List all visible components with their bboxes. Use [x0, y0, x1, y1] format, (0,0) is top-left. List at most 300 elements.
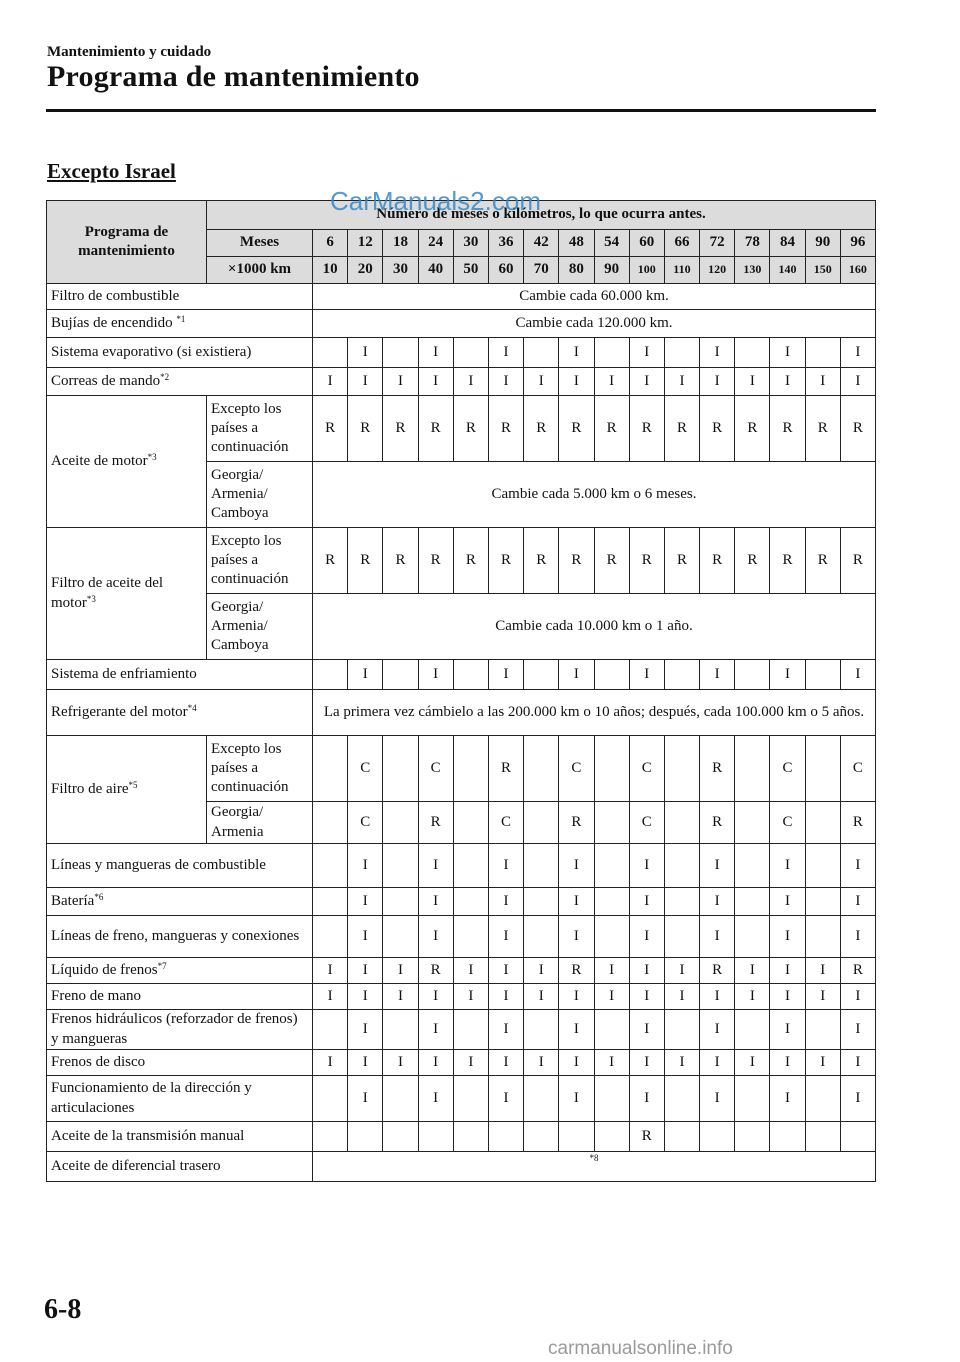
- table-row: [47, 958, 876, 984]
- schedule-cell: I: [770, 984, 805, 1010]
- schedule-cell: [594, 1010, 629, 1050]
- schedule-cell: R: [348, 396, 383, 462]
- maintenance-item-label: Aceite de la transmisión manual: [51, 1127, 245, 1144]
- schedule-cell: [524, 1010, 559, 1050]
- schedule-cell: I: [700, 660, 735, 690]
- schedule-cell: [453, 916, 488, 958]
- maintenance-item: [47, 844, 313, 888]
- schedule-cell: I: [770, 1076, 805, 1122]
- schedule-cell: I: [770, 958, 805, 984]
- month-header-cell: 96: [840, 230, 875, 257]
- schedule-cell: I: [524, 1050, 559, 1076]
- schedule-cell: I: [700, 916, 735, 958]
- schedule-cell: [735, 1076, 770, 1122]
- schedule-cell: I: [488, 958, 523, 984]
- schedule-cell: I: [418, 1050, 453, 1076]
- schedule-cell: I: [700, 1050, 735, 1076]
- schedule-cell: R: [488, 528, 523, 594]
- schedule-cell: I: [348, 1050, 383, 1076]
- schedule-cell: I: [840, 338, 875, 368]
- schedule-cell: I: [383, 1050, 418, 1076]
- schedule-cell: I: [488, 368, 523, 396]
- schedule-cell: [735, 844, 770, 888]
- schedule-cell: I: [559, 984, 594, 1010]
- schedule-cell: [524, 844, 559, 888]
- schedule-cell: I: [383, 984, 418, 1010]
- schedule-cell: I: [700, 844, 735, 888]
- schedule-cell: I: [700, 1076, 735, 1122]
- schedule-cell: I: [348, 888, 383, 916]
- schedule-cell: R: [488, 736, 523, 802]
- schedule-cell: I: [524, 368, 559, 396]
- schedule-cell: I: [629, 888, 664, 916]
- schedule-cell: I: [664, 984, 699, 1010]
- schedule-cell: I: [840, 888, 875, 916]
- schedule-cell: I: [524, 958, 559, 984]
- km-header-cell: 10: [313, 257, 348, 284]
- schedule-cell: C: [840, 736, 875, 802]
- schedule-cell: I: [488, 338, 523, 368]
- schedule-cell: [805, 888, 840, 916]
- schedule-cell: R: [629, 1122, 664, 1152]
- schedule-cell: I: [700, 888, 735, 916]
- maintenance-item-label: Líneas y mangueras de combustible: [51, 856, 266, 873]
- schedule-cell: [559, 1122, 594, 1152]
- schedule-cell: R: [594, 396, 629, 462]
- schedule-cell: [805, 660, 840, 690]
- schedule-cell: I: [559, 1010, 594, 1050]
- schedule-cell: [383, 844, 418, 888]
- schedule-cell: [488, 1122, 523, 1152]
- schedule-cell: I: [348, 1076, 383, 1122]
- schedule-cell: [383, 736, 418, 802]
- month-header-cell: 42: [524, 230, 559, 257]
- schedule-cell: R: [524, 396, 559, 462]
- schedule-cell: R: [383, 528, 418, 594]
- schedule-cell: R: [735, 396, 770, 462]
- schedule-cell: [313, 338, 348, 368]
- schedule-cell: I: [664, 1050, 699, 1076]
- schedule-cell: [735, 1010, 770, 1050]
- schedule-cell: [770, 1122, 805, 1152]
- month-header-cell: 48: [559, 230, 594, 257]
- schedule-cell: I: [348, 916, 383, 958]
- interval-note: Cambie cada 10.000 km o 1 año.: [313, 594, 876, 660]
- schedule-cell: [594, 802, 629, 844]
- schedule-cell: I: [559, 1050, 594, 1076]
- schedule-cell: [313, 1076, 348, 1122]
- interval-note: La primera vez cámbielo a las 200.000 km o 10 años; después, cada 100.000 km o 5 años.: [313, 690, 876, 736]
- schedule-cell: I: [629, 338, 664, 368]
- schedule-cell: R: [700, 802, 735, 844]
- table-row: [47, 1152, 876, 1182]
- country-condition: Excepto los países a continuación: [207, 736, 313, 802]
- schedule-cell: [383, 802, 418, 844]
- maintenance-item-label: Frenos de disco: [51, 1053, 146, 1070]
- maintenance-item: [47, 984, 313, 1010]
- schedule-cell: I: [559, 916, 594, 958]
- footnote-marker: *6: [94, 891, 104, 902]
- footnote-marker: *4: [187, 702, 197, 713]
- schedule-cell: R: [840, 396, 875, 462]
- schedule-cell: I: [348, 984, 383, 1010]
- page-title: Programa de mantenimiento: [47, 60, 420, 93]
- table-row: [47, 396, 876, 462]
- schedule-cell: [664, 844, 699, 888]
- schedule-cell: I: [840, 660, 875, 690]
- footnote-marker: *1: [176, 313, 186, 324]
- maintenance-item: [47, 1152, 313, 1182]
- table-row: [47, 310, 876, 338]
- table-row: [47, 1122, 876, 1152]
- schedule-cell: I: [805, 984, 840, 1010]
- schedule-cell: [664, 888, 699, 916]
- schedule-cell: R: [313, 396, 348, 462]
- table-row: [47, 528, 876, 594]
- km-header-cell: 20: [348, 257, 383, 284]
- maintenance-item-label: Bujías de encendido: [51, 314, 177, 331]
- schedule-cell: I: [453, 958, 488, 984]
- schedule-cell: [453, 338, 488, 368]
- schedule-cell: [313, 1122, 348, 1152]
- schedule-cell: I: [383, 958, 418, 984]
- schedule-cell: [383, 1122, 418, 1152]
- title-divider: [46, 109, 876, 112]
- schedule-cell: I: [840, 1050, 875, 1076]
- schedule-cell: [524, 888, 559, 916]
- schedule-cell: I: [840, 1076, 875, 1122]
- schedule-cell: R: [348, 528, 383, 594]
- maintenance-item: [47, 368, 313, 396]
- schedule-cell: [383, 1076, 418, 1122]
- km-header-cell: 90: [594, 257, 629, 284]
- schedule-cell: [313, 736, 348, 802]
- month-header-cell: 84: [770, 230, 805, 257]
- schedule-cell: I: [735, 368, 770, 396]
- watermark-footer: carmanualsonline.info: [548, 1338, 733, 1359]
- schedule-cell: I: [840, 844, 875, 888]
- km-header-cell: 70: [524, 257, 559, 284]
- schedule-cell: R: [418, 802, 453, 844]
- schedule-cell: I: [488, 1010, 523, 1050]
- maintenance-item: [47, 690, 313, 736]
- schedule-cell: [664, 1010, 699, 1050]
- footnote-marker: *3: [86, 593, 96, 604]
- maintenance-item-label: Frenos hidráulicos (reforzador de frenos) y mangueras: [51, 1011, 298, 1047]
- maintenance-item: [47, 958, 313, 984]
- schedule-cell: R: [700, 736, 735, 802]
- schedule-cell: [524, 802, 559, 844]
- km-header-cell: 80: [559, 257, 594, 284]
- schedule-cell: [383, 888, 418, 916]
- schedule-cell: [383, 916, 418, 958]
- schedule-cell: [313, 916, 348, 958]
- schedule-cell: I: [629, 984, 664, 1010]
- maintenance-item: [47, 736, 207, 844]
- schedule-cell: I: [594, 958, 629, 984]
- country-condition: Excepto los países a continuación: [207, 396, 313, 462]
- schedule-cell: [664, 802, 699, 844]
- schedule-cell: I: [418, 888, 453, 916]
- month-header-cell: 72: [700, 230, 735, 257]
- schedule-cell: [735, 1122, 770, 1152]
- schedule-cell: [453, 736, 488, 802]
- schedule-cell: [594, 1076, 629, 1122]
- schedule-cell: I: [418, 368, 453, 396]
- schedule-cell: R: [559, 958, 594, 984]
- maintenance-schedule-table: [46, 200, 876, 1182]
- schedule-cell: R: [664, 396, 699, 462]
- maintenance-item-label: Líquido de frenos: [51, 961, 158, 978]
- schedule-cell: R: [805, 528, 840, 594]
- country-condition: Georgia/ Armenia/ Camboya: [207, 462, 313, 528]
- schedule-cell: I: [805, 1050, 840, 1076]
- schedule-cell: R: [488, 396, 523, 462]
- schedule-cell: I: [488, 1050, 523, 1076]
- km-header-cell: 60: [488, 257, 523, 284]
- schedule-cell: I: [348, 660, 383, 690]
- schedule-cell: I: [629, 844, 664, 888]
- schedule-cell: [805, 1010, 840, 1050]
- schedule-cell: I: [488, 984, 523, 1010]
- schedule-cell: I: [559, 888, 594, 916]
- maintenance-item-label: Freno de mano: [51, 987, 141, 1004]
- schedule-cell: R: [664, 528, 699, 594]
- schedule-cell: [594, 916, 629, 958]
- schedule-cell: [524, 1076, 559, 1122]
- schedule-cell: I: [805, 368, 840, 396]
- month-header-cell: 90: [805, 230, 840, 257]
- schedule-header: Programa de mantenimiento: [47, 201, 207, 284]
- schedule-cell: I: [348, 958, 383, 984]
- schedule-cell: [594, 660, 629, 690]
- schedule-cell: R: [770, 396, 805, 462]
- schedule-cell: R: [629, 528, 664, 594]
- km-header-cell: 50: [453, 257, 488, 284]
- schedule-cell: I: [488, 844, 523, 888]
- table-row: [47, 284, 876, 310]
- maintenance-item: [47, 1122, 313, 1152]
- schedule-cell: R: [629, 396, 664, 462]
- month-header-cell: 12: [348, 230, 383, 257]
- schedule-cell: I: [559, 368, 594, 396]
- schedule-cell: I: [594, 984, 629, 1010]
- table-row: [47, 984, 876, 1010]
- schedule-cell: [664, 338, 699, 368]
- schedule-cell: R: [594, 528, 629, 594]
- schedule-cell: R: [840, 958, 875, 984]
- footnote-marker: *5: [128, 779, 138, 790]
- schedule-cell: I: [629, 958, 664, 984]
- schedule-cell: I: [488, 916, 523, 958]
- schedule-cell: [594, 844, 629, 888]
- schedule-cell: I: [700, 368, 735, 396]
- schedule-cell: I: [840, 368, 875, 396]
- maintenance-item-label: Sistema de enfriamiento: [51, 665, 197, 682]
- schedule-cell: I: [524, 984, 559, 1010]
- schedule-cell: C: [488, 802, 523, 844]
- table-row: [47, 338, 876, 368]
- km-header-cell: 110: [664, 257, 699, 284]
- schedule-cell: [805, 1122, 840, 1152]
- schedule-cell: I: [735, 958, 770, 984]
- schedule-cell: I: [629, 368, 664, 396]
- watermark-logo: CarManuals2.com: [330, 186, 541, 216]
- schedule-cell: [383, 660, 418, 690]
- schedule-cell: I: [313, 1050, 348, 1076]
- month-header-cell: 78: [735, 230, 770, 257]
- maintenance-item-label: Líneas de freno, mangueras y conexiones: [51, 927, 300, 944]
- schedule-cell: [735, 802, 770, 844]
- schedule-cell: I: [735, 984, 770, 1010]
- schedule-cell: R: [700, 958, 735, 984]
- km-header-cell: 30: [383, 257, 418, 284]
- schedule-cell: I: [770, 916, 805, 958]
- schedule-cell: I: [770, 888, 805, 916]
- maintenance-item-label: Filtro de aceite del motor: [51, 575, 164, 611]
- months-label: Meses: [207, 230, 313, 257]
- schedule-cell: [453, 660, 488, 690]
- maintenance-item-label: Filtro de combustible: [51, 287, 180, 304]
- schedule-cell: [805, 736, 840, 802]
- table-row: [47, 736, 876, 802]
- schedule-cell: [664, 736, 699, 802]
- schedule-cell: R: [805, 396, 840, 462]
- km-header-cell: 40: [418, 257, 453, 284]
- schedule-cell: I: [770, 368, 805, 396]
- schedule-cell: C: [770, 802, 805, 844]
- schedule-cell: C: [348, 802, 383, 844]
- schedule-cell: I: [594, 1050, 629, 1076]
- schedule-cell: R: [840, 528, 875, 594]
- schedule-cell: R: [735, 528, 770, 594]
- km-header-cell: 150: [805, 257, 840, 284]
- schedule-cell: I: [770, 338, 805, 368]
- table-row: [47, 1076, 876, 1122]
- schedule-cell: R: [700, 528, 735, 594]
- schedule-cell: I: [383, 368, 418, 396]
- page-number: 6-8: [44, 1294, 82, 1325]
- schedule-cell: [735, 660, 770, 690]
- schedule-cell: I: [348, 338, 383, 368]
- country-condition: Georgia/ Armenia: [207, 802, 313, 844]
- schedule-cell: I: [418, 660, 453, 690]
- schedule-cell: [524, 338, 559, 368]
- schedule-cell: I: [770, 660, 805, 690]
- schedule-cell: [735, 736, 770, 802]
- footnote-marker: *2: [160, 371, 170, 382]
- table-row: [47, 368, 876, 396]
- schedule-cell: [313, 1010, 348, 1050]
- interval-header: Número de meses o kilómetros, lo que ocurra antes.: [207, 201, 876, 230]
- schedule-cell: I: [418, 1010, 453, 1050]
- section-header: Mantenimiento y cuidado: [47, 44, 212, 60]
- month-header-cell: 36: [488, 230, 523, 257]
- schedule-cell: R: [418, 958, 453, 984]
- schedule-cell: [453, 1076, 488, 1122]
- schedule-cell: I: [700, 984, 735, 1010]
- schedule-cell: [418, 1122, 453, 1152]
- schedule-cell: I: [629, 1076, 664, 1122]
- schedule-cell: R: [418, 396, 453, 462]
- maintenance-item-label: Batería: [51, 892, 95, 909]
- schedule-cell: [313, 844, 348, 888]
- footnote-marker: *3: [147, 451, 157, 462]
- month-header-cell: 24: [418, 230, 453, 257]
- maintenance-item-label: Refrigerante del motor: [51, 703, 188, 720]
- schedule-cell: I: [313, 958, 348, 984]
- schedule-cell: R: [559, 396, 594, 462]
- schedule-cell: [700, 1122, 735, 1152]
- schedule-cell: [453, 888, 488, 916]
- schedule-cell: [664, 916, 699, 958]
- schedule-cell: [594, 736, 629, 802]
- maintenance-item: [47, 284, 313, 310]
- km-header-cell: 120: [700, 257, 735, 284]
- schedule-cell: I: [559, 338, 594, 368]
- schedule-cell: I: [488, 888, 523, 916]
- schedule-cell: [524, 916, 559, 958]
- schedule-cell: [805, 1076, 840, 1122]
- interval-note: Cambie cada 5.000 km o 6 meses.: [313, 462, 876, 528]
- interval-note: Cambie cada 120.000 km.: [313, 310, 876, 338]
- schedule-cell: [594, 1122, 629, 1152]
- schedule-cell: [664, 1076, 699, 1122]
- schedule-cell: C: [418, 736, 453, 802]
- schedule-cell: I: [559, 844, 594, 888]
- schedule-cell: [524, 1122, 559, 1152]
- schedule-cell: I: [700, 338, 735, 368]
- schedule-cell: R: [453, 396, 488, 462]
- schedule-cell: I: [418, 984, 453, 1010]
- schedule-cell: I: [805, 958, 840, 984]
- month-header-cell: 66: [664, 230, 699, 257]
- country-condition: Georgia/ Armenia/ Camboya: [207, 594, 313, 660]
- schedule-cell: [840, 1122, 875, 1152]
- schedule-cell: I: [770, 1010, 805, 1050]
- maintenance-item-label: Aceite de motor: [51, 452, 148, 469]
- schedule-cell: R: [418, 528, 453, 594]
- maintenance-item: [47, 1076, 313, 1122]
- schedule-cell: [735, 916, 770, 958]
- maintenance-item: [47, 916, 313, 958]
- maintenance-item-label: Aceite de diferencial trasero: [51, 1157, 221, 1174]
- table-row: [47, 844, 876, 888]
- maintenance-item: [47, 528, 207, 660]
- schedule-cell: R: [383, 396, 418, 462]
- schedule-cell: I: [840, 984, 875, 1010]
- schedule-cell: I: [700, 1010, 735, 1050]
- schedule-cell: I: [348, 1010, 383, 1050]
- schedule-cell: R: [524, 528, 559, 594]
- schedule-cell: I: [664, 368, 699, 396]
- schedule-cell: [453, 802, 488, 844]
- schedule-cell: I: [313, 984, 348, 1010]
- schedule-cell: I: [488, 660, 523, 690]
- schedule-cell: I: [418, 338, 453, 368]
- schedule-cell: C: [559, 736, 594, 802]
- maintenance-item: [47, 1010, 313, 1050]
- schedule-cell: I: [348, 844, 383, 888]
- schedule-cell: [313, 802, 348, 844]
- month-header-cell: 54: [594, 230, 629, 257]
- maintenance-item: [47, 888, 313, 916]
- schedule-cell: [524, 736, 559, 802]
- schedule-cell: R: [313, 528, 348, 594]
- schedule-cell: [594, 338, 629, 368]
- km-header-cell: 130: [735, 257, 770, 284]
- schedule-cell: [348, 1122, 383, 1152]
